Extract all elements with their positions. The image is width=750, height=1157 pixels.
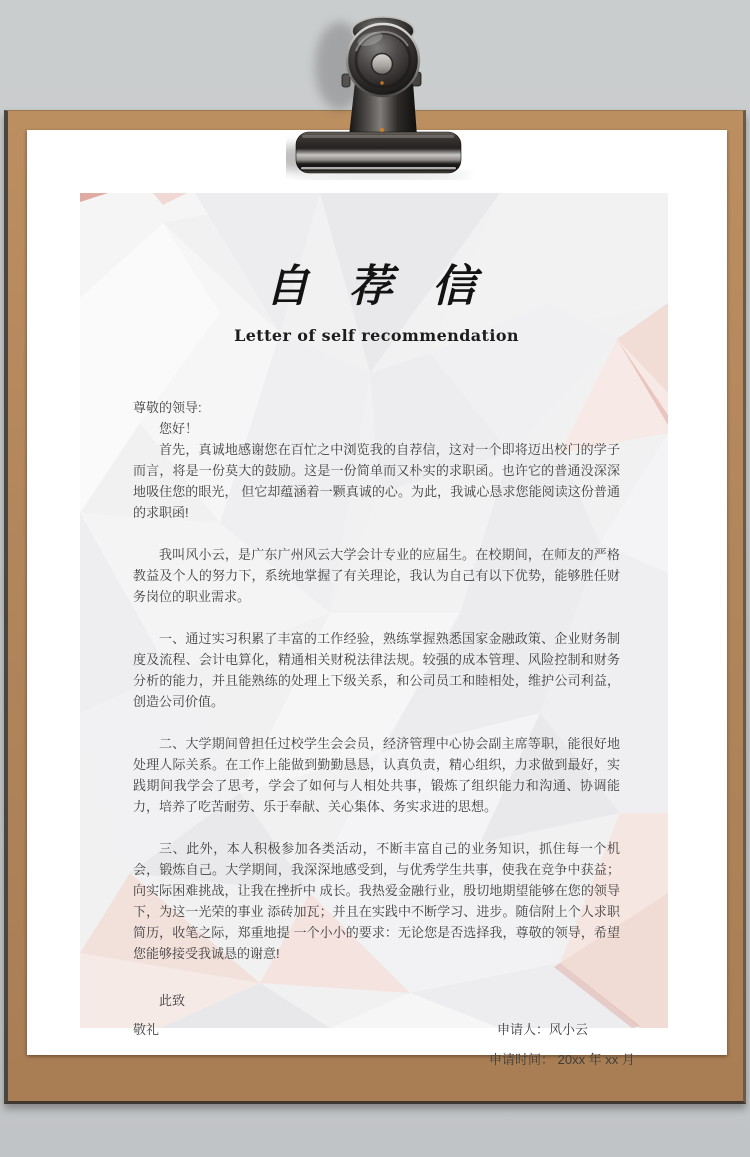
- letter-text-block: [133, 397, 635, 1070]
- paragraph-5: 三、此外，本人积极参加各类活动，不断丰富自己的业务知识，抓住每一个机会，锻炼自己。大学期间，我深深地感受到，与优秀学生共事，使我在竞争中获益；向实际困难挑战，让我在挫折中 成长。我热爱金融行业，殷切地期望能够在您的领导下，为这一光荣的事业 添砖加瓦；并且在实践中不断学习、进步。随信附上个人求职简历，收笔之际，郑重地提 一个小小的要求：无论您是否选择我，尊敬的领导，希望您能够接受我诚恳的谢意!: [133, 840, 620, 961]
- paragraph-3: 一、通过实习积累了丰富的工作经验，熟练掌握熟悉国家金融政策、企业财务制度及流程、会计电算化，精通相关财税法律法规。较强的成本管理、风险控制和财务分析的能力，并且能熟练的处理上下级关系，和公司员工和睦相处，维护公司利益，创造公司价值。: [133, 630, 620, 709]
- greeting: 您好！: [159, 420, 199, 436]
- paragraph-4: 二、大学期间曾担任过校学生会会员，经济管理中心协会副主席等职，能很好地处理人际关系。在工作上能做到勤勤恳恳，认真负责，精心组织，力求做到最好，实践期间我学会了思考，学会了如何与人相处共事，锻炼了组织能力和沟通、协调能力，培养了吃苦耐劳、乐于奉献、关心集体、务实求进的思想。: [133, 735, 620, 814]
- letter-subtitle: Letter of self recommendation: [234, 325, 519, 345]
- closing-cizhi: 此致: [159, 992, 186, 1008]
- binder-clip-icon: [286, 4, 476, 180]
- application-date: 申请时间： 20xx 年 xx 月: [489, 1051, 635, 1067]
- closing-jingli: 敬礼: [133, 1021, 160, 1037]
- letter-body: [133, 261, 635, 1070]
- salutation: 尊敬的领导:: [133, 399, 202, 415]
- applicant-name: 申请人：风小云: [497, 1021, 589, 1037]
- signature-row: [133, 1019, 620, 1040]
- paragraph-1: 首先，真诚地感谢您在百忙之中浏览我的自荐信，这对一个即将迈出校门的学子而言，将是一份莫大的鼓励。这是一份简单而又朴实的求职函。也许它的普通没深深地吸住您的眼光， 但它却蕴涵着一颗真诚的心。为此，我诚心恳求您能阅读这份普通的求职函!: [133, 441, 620, 520]
- paragraph-2: 我叫风小云，是广东广州风云大学会计专业的应届生。在校期间，在师友的严格 教益及个人的努力下，系统地掌握了有关理论，我认为自己有以下优势，能够胜任财务岗位的职业需求。: [133, 546, 620, 604]
- letter-title: 自 荐 信: [265, 261, 488, 312]
